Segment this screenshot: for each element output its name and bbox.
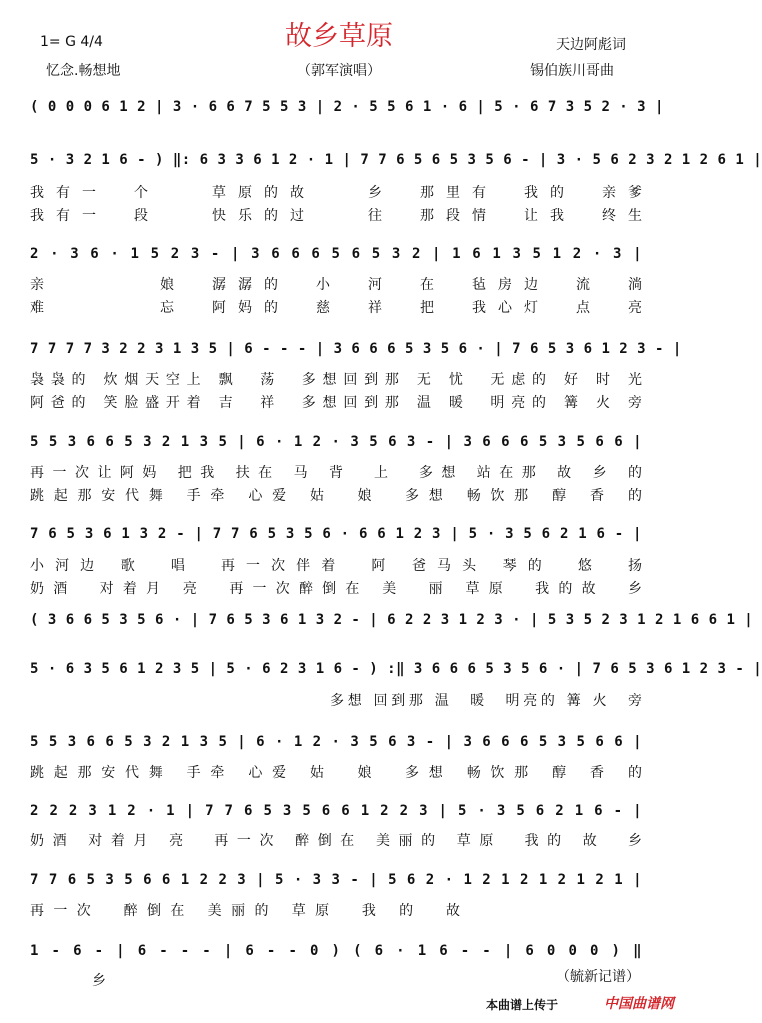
lyric-line-8: 多想 回到那 温 暖 明亮的 篝 火 旁 xyxy=(330,693,642,709)
lyric-line-3b: 难 忘 阿妈的 慈 祥 把 我心灯 点 亮 xyxy=(30,300,642,316)
tempo-mood: 忆念.畅想地 xyxy=(46,63,121,79)
music-line-2: 5 · 3 2 1 6 - ) ‖: 6 3 3 6 1 2 · 1 | 7 7 6 5 6 5 3 5 6 - | 3 · 5 6 2 3 2 1 2 6 1 | xyxy=(30,152,762,168)
music-line-8: 5 · 6 3 5 6 1 2 3 5 | 5 · 6 2 3 1 6 - ) :‖ 3 6 6 6 5 3 5 6 · | 7 6 5 3 6 1 2 3 - | xyxy=(30,661,762,677)
music-line-9: 5 5 3 6 6 5 3 2 1 3 5 | 6 · 1 2 · 3 5 6 3 - | 3 6 6 6 5 3 5 6 6 | xyxy=(30,734,642,750)
music-line-4: 7 7 7 7 3 2 2 3 1 3 5 | 6 - - - | 3 6 6 6 5 3 5 6 · | 7 6 5 3 6 1 2 3 - | xyxy=(30,341,682,357)
composer-credit: 锡伯族川哥曲 xyxy=(530,63,614,79)
music-line-1: ( 0 0 0 6 1 2 | 3 · 6 6 7 5 5 3 | 2 · 5 5 6 1 · 6 | 5 · 6 7 3 5 2 · 3 | xyxy=(30,99,664,115)
lyric-line-4a: 袅袅的 炊烟天空上 飘 荡 多想回到那 无 忧 无虑的 好 时 光 xyxy=(30,372,642,388)
singer-credit: （郭军演唱） xyxy=(297,63,381,79)
lyric-line-3a: 亲 娘 潺潺的 小 河 在 毡房边 流 淌 xyxy=(30,277,642,293)
music-line-7: ( 3 6 6 5 3 5 6 · | 7 6 5 3 6 1 3 2 - | 6 2 2 3 1 2 3 · | 5 3 5 2 3 1 2 1 6 6 1 | xyxy=(30,612,754,628)
music-line-6: 7 6 5 3 6 1 3 2 - | 7 7 6 5 3 5 6 · 6 6 1 2 3 | 5 · 3 5 6 2 1 6 - | xyxy=(30,526,642,542)
lyric-line-6b: 奶酒 对着月 亮 再一次醉倒在 美 丽 草原 我的故 乡 xyxy=(30,581,642,597)
lyric-line-2b: 我有一 段 快乐的过 往 那段情 让我 终生 xyxy=(30,208,642,224)
key-signature: 1= G 4/4 xyxy=(40,34,103,50)
lyric-line-11: 再一次 醉倒在 美丽的 草原 我 的 故 xyxy=(30,903,460,919)
lyric-line-4b: 阿爸的 笑脸盛开着 吉 祥 多想回到那 温 暖 明亮的 篝 火 旁 xyxy=(30,395,642,411)
music-line-3: 2 · 3 6 · 1 5 2 3 - | 3 6 6 6 5 6 5 3 2 | 1 6 1 3 5 1 2 · 3 | xyxy=(30,246,642,262)
lyric-line-2a: 我有一 个 草原的故 乡 那里有 我的 亲爹 xyxy=(30,185,642,201)
notation-credit: （毓新记谱） xyxy=(556,969,640,985)
upload-note: 本曲谱上传于 xyxy=(486,998,559,1012)
lyric-line-10: 奶酒 对着月 亮 再一次 醉倒在 美丽的 草原 我的 故 乡 xyxy=(30,833,642,849)
lyricist-credit: 天边阿彪词 xyxy=(556,37,626,53)
song-title: 故乡草原 xyxy=(285,21,393,52)
music-line-5: 5 5 3 6 6 5 3 2 1 3 5 | 6 · 1 2 · 3 5 6 3 - | 3 6 6 6 5 3 5 6 6 | xyxy=(30,434,642,450)
lyric-line-9: 跳起那安代舞 手牵 心爱 姑 娘 多想 畅饮那 醇 香 的 xyxy=(30,765,642,781)
lyric-line-6a: 小河边 歌 唱 再一次伴着 阿 爸马头 琴的 悠 扬 xyxy=(30,558,642,574)
music-line-11: 7 7 6 5 3 5 6 6 1 2 2 3 | 5 · 3 3 - | 5 6 2 · 1 2 1 2 1 2 1 2 1 | xyxy=(30,872,642,888)
site-logo: 中国曲谱网 xyxy=(604,996,674,1012)
lyric-line-5b: 跳起那安代舞 手牵 心爱 姑 娘 多想 畅饮那 醇 香 的 xyxy=(30,488,642,504)
music-line-12: 1 - 6 - | 6 - - - | 6 - - 0 ) ( 6 · 1 6 - - | 6 0 0 0 ) ‖ xyxy=(30,943,642,959)
lyric-line-12: 乡 xyxy=(92,973,106,989)
music-line-10: 2 2 2 3 1 2 · 1 | 7 7 6 5 3 5 6 6 1 2 2 3 | 5 · 3 5 6 2 1 6 - | xyxy=(30,803,642,819)
lyric-line-5a: 再一次让阿妈 把我 扶在 马 背 上 多想 站在那 故 乡 的 xyxy=(30,465,642,481)
